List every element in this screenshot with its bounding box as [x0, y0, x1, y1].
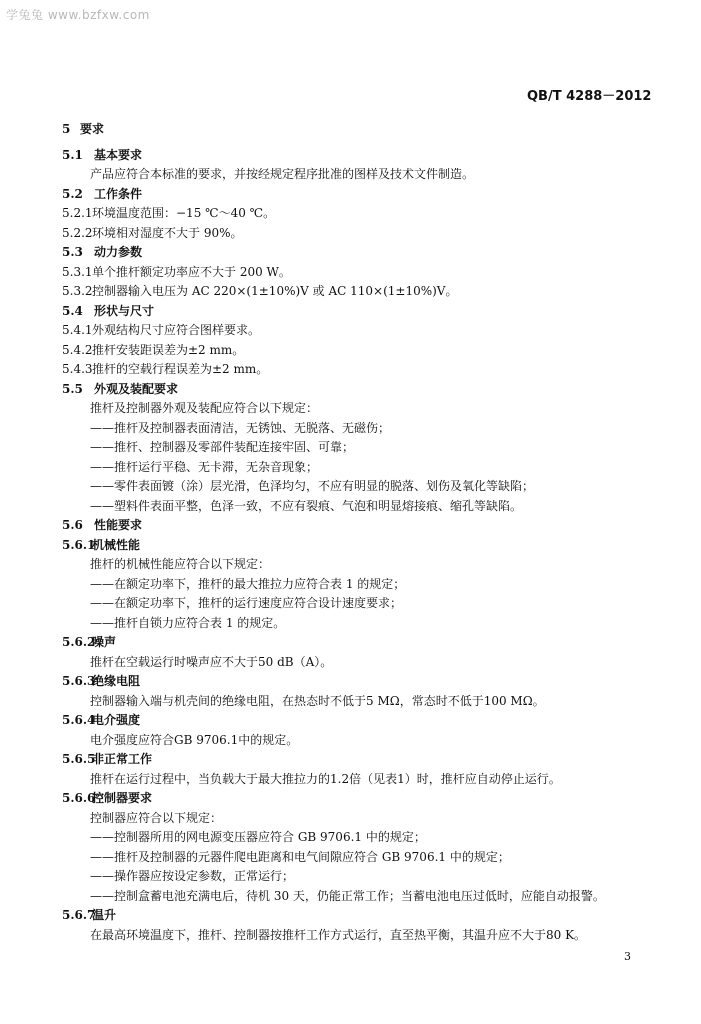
- clause-text: 绝缘电阻: [92, 674, 141, 688]
- paragraph: [0, 653, 701, 673]
- paragraph: [0, 555, 701, 575]
- line-text: ——控制盒蓄电池充满电后，待机 30 天，仍能正常工作；当蓄电池电压过低时，应能自动报警。: [90, 888, 605, 903]
- clause-number: 5.6.7: [62, 908, 96, 922]
- list-item: [0, 594, 701, 614]
- clause-text: 机械性能: [92, 537, 141, 552]
- paragraph: [0, 165, 701, 185]
- clause-text: 非正常工作: [92, 752, 153, 766]
- line-text: ——推杆及控制器表面清洁，无锈蚀、无脱落、无磁伤；: [90, 420, 391, 435]
- line-text: ——推杆、控制器及零部件装配连接牢固、可靠；: [90, 440, 355, 454]
- clause-number: 5: [62, 122, 71, 136]
- document-body: [0, 120, 701, 945]
- clause-5-6-7: [0, 906, 701, 926]
- clause-number: 5.4.1: [62, 323, 93, 337]
- clause-text: 电介强度: [92, 713, 141, 727]
- paragraph: [0, 399, 701, 419]
- list-item: [0, 848, 701, 868]
- clause-5-6-4: [0, 711, 701, 731]
- clause-5-4: [0, 302, 701, 322]
- paragraph: [0, 770, 701, 790]
- line-text: ——操作器应按设定参数，正常运行；: [90, 869, 295, 883]
- clause-text: 外观及装配要求: [94, 381, 179, 396]
- clause-number: 5.6.5: [62, 752, 96, 766]
- clause-text: 温升: [92, 908, 117, 922]
- clause-number: 5.5: [62, 381, 83, 396]
- line-text: 控制器输入端与机壳间的绝缘电阻，在热态时不低于5 MΩ，常态时不低于100 MΩ。: [90, 693, 545, 708]
- list-item: [0, 477, 701, 497]
- clause-5-4-2: [0, 341, 701, 361]
- clause-number: 5.3.2: [62, 284, 93, 298]
- clause-number: 5.6.6: [62, 791, 96, 805]
- line-text: ——在额定功率下，推杆的运行速度应符合设计速度要求；: [90, 596, 403, 610]
- clause-number: 5.6.2: [62, 635, 96, 649]
- clause-number: 5.1: [62, 147, 83, 162]
- clause-5-4-3: [0, 360, 701, 380]
- list-item: [0, 419, 701, 439]
- clause-5-2: [0, 185, 701, 205]
- clause-5-6-2: [0, 633, 701, 653]
- clause-number: 5.2.2: [62, 225, 93, 240]
- clause-5-6-5: [0, 750, 701, 770]
- clause-text: 噪声: [92, 635, 117, 649]
- clause-number: 5.4.3: [62, 362, 93, 376]
- clause-number: 5.6.4: [62, 713, 96, 727]
- clause-text: 形状与尺寸: [94, 303, 155, 318]
- clause-5: [0, 120, 701, 140]
- line-text: 控制器应符合以下规定：: [90, 810, 223, 825]
- list-item: [0, 438, 701, 458]
- line-text: ——推杆及控制器的元器件爬电距离和电气间隙应符合 GB 9706.1 中的规定；: [90, 849, 510, 864]
- document-code: QB/T 4288－2012: [527, 89, 652, 104]
- paragraph: [0, 809, 701, 829]
- line-text: ——推杆运行平稳、无卡滞，无杂音现象；: [90, 459, 319, 474]
- clause-5-6-6: [0, 789, 701, 809]
- line-text: 产品应符合本标准的要求，并按经规定程序批准的图样及技术文件制造。: [90, 167, 475, 181]
- line-text: 在最高环境温度下，推杆、控制器按推杆工作方式运行，直至热平衡，其温升应不大于80 K。: [90, 927, 587, 942]
- clause-text: 推杆的空载行程误差为±2 mm。: [92, 362, 269, 376]
- clause-5-3-2: [0, 282, 701, 302]
- line-text: ——零件表面镀（涂）层光滑，色泽均匀，不应有明显的脱落、划伤及氧化等缺陷；: [90, 479, 535, 493]
- list-item: [0, 614, 701, 634]
- clause-5-6-1: [0, 536, 701, 556]
- line-text: ——塑料件表面平整，色泽一致，不应有裂痕、气泡和明显熔接痕、缩孔等缺陷。: [90, 498, 523, 513]
- clause-text: 单个推杆额定功率应不大于 200 W。: [92, 264, 291, 279]
- list-item: [0, 867, 701, 887]
- clause-text: 控制器输入电压为 AC 220×(1±10%)V 或 AC 110×(1±10%)V。: [92, 284, 458, 298]
- watermark: 学兔兔 www.bzfxw.com: [6, 8, 150, 22]
- clause-number: 5.4: [62, 303, 83, 318]
- list-item: [0, 575, 701, 595]
- list-item: [0, 887, 701, 907]
- line-text: 推杆在空载运行时噪声应不大于50 dB（A）。: [90, 654, 333, 669]
- clause-text: 环境温度范围：−15 ℃～40 ℃。: [92, 206, 276, 220]
- clause-5-6-3: [0, 672, 701, 692]
- clause-5-1: [0, 146, 701, 166]
- list-item: [0, 458, 701, 478]
- paragraph: [0, 692, 701, 712]
- clause-number: 5.3.1: [62, 264, 93, 279]
- clause-text: 工作条件: [94, 186, 143, 201]
- list-item: [0, 497, 701, 517]
- clause-number: 5.3: [62, 245, 83, 259]
- clause-text: 控制器要求: [92, 791, 153, 805]
- paragraph: [0, 926, 701, 946]
- clause-text: 外观结构尺寸应符合图样要求。: [92, 323, 261, 337]
- clause-number: 5.4.2: [62, 342, 93, 357]
- clause-5-2-1: [0, 204, 701, 224]
- clause-5-6: [0, 516, 701, 536]
- clause-5-4-1: [0, 321, 701, 341]
- line-text: 推杆在运行过程中，当负载大于最大推拉力的1.2倍（见表1）时，推杆应自动停止运行。: [90, 771, 561, 786]
- line-text: 电介强度应符合GB 9706.1中的规定。: [90, 732, 299, 747]
- line-text: 推杆及控制器外观及装配应符合以下规定：: [90, 401, 319, 415]
- clause-text: 基本要求: [94, 147, 143, 162]
- clause-5-3: [0, 243, 701, 263]
- clause-number: 5.6.1: [62, 537, 96, 552]
- line-text: 推杆的机械性能应符合以下规定：: [90, 557, 271, 571]
- clause-number: 5.6: [62, 518, 83, 532]
- clause-5-5: [0, 380, 701, 400]
- clause-number: 5.2: [62, 186, 83, 201]
- clause-text: 环境相对湿度不大于 90%。: [92, 225, 243, 240]
- clause-5-2-2: [0, 224, 701, 244]
- clause-number: 5.2.1: [62, 206, 93, 220]
- clause-number: 5.6.3: [62, 674, 96, 688]
- clause-text: 性能要求: [94, 518, 143, 532]
- clause-text: 推杆安装距误差为±2 mm。: [92, 342, 245, 357]
- list-item: [0, 828, 701, 848]
- paragraph: [0, 731, 701, 751]
- clause-text: 要求: [80, 122, 105, 136]
- clause-text: 动力参数: [94, 245, 143, 259]
- line-text: ——控制器所用的网电源变压器应符合 GB 9706.1 中的规定；: [90, 830, 426, 844]
- page-number: 3: [624, 950, 631, 963]
- line-text: ——推杆自锁力应符合表 1 的规定。: [90, 615, 286, 630]
- line-text: ——在额定功率下，推杆的最大推拉力应符合表 1 的规定；: [90, 576, 406, 591]
- clause-5-3-1: [0, 263, 701, 283]
